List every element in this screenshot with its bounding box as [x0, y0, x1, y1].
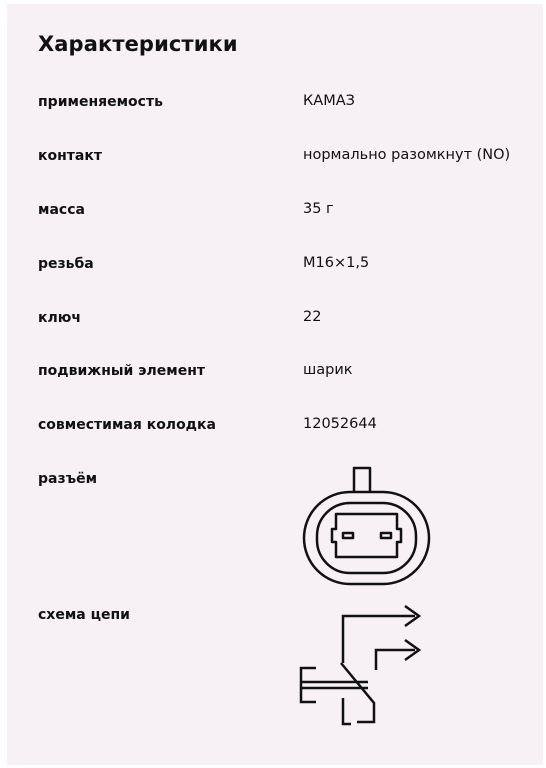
- spec-value-compatible-block: 12052644: [303, 416, 377, 432]
- specs-card: [7, 4, 543, 765]
- spec-value-thread: М16×1,5: [303, 255, 370, 271]
- spec-value-contact: нормально разомкнут (NO): [303, 147, 511, 163]
- spec-value-wrench: 22: [303, 309, 322, 325]
- spec-label-contact: контакт: [38, 148, 102, 164]
- spec-value-applicability: КАМАЗ: [303, 93, 355, 109]
- spec-label-applicability: применяемость: [38, 94, 163, 110]
- connector-drawing-icon: [301, 464, 441, 589]
- spec-label-compatible-block: совместимая колодка: [38, 417, 216, 433]
- spec-label-moving-element: подвижный элемент: [38, 363, 205, 379]
- spec-label-thread: резьба: [38, 256, 94, 272]
- spec-label-mass: масса: [38, 202, 85, 218]
- spec-label-circuit: схема цепи: [38, 607, 130, 623]
- spec-value-moving-element: шарик: [303, 362, 353, 378]
- spec-label-connector: разъём: [38, 471, 98, 487]
- circuit-diagram-icon: [297, 600, 437, 730]
- section-title: Характеристики: [38, 32, 238, 56]
- spec-label-wrench: ключ: [38, 310, 81, 326]
- spec-value-mass: 35 г: [303, 201, 334, 217]
